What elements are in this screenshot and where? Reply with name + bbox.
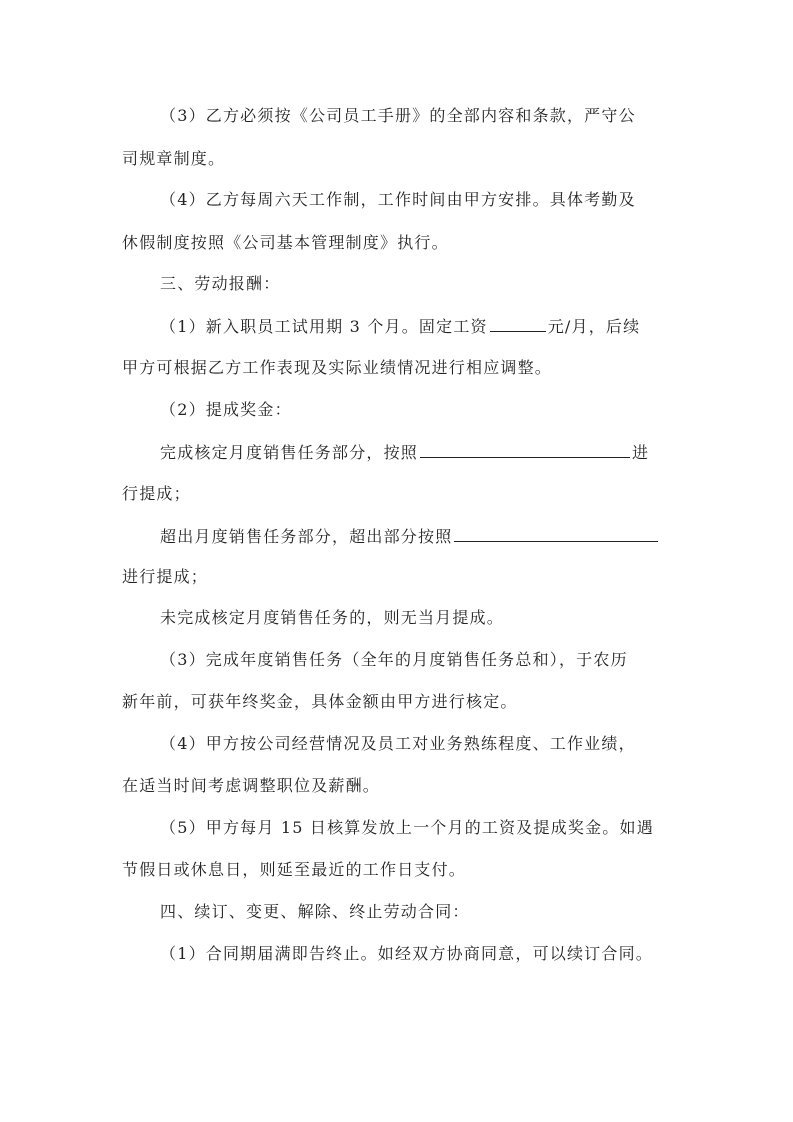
text-line: （2）提成奖金： [160, 400, 292, 419]
text-line: （4）乙方每周六天工作制，工作时间由甲方安排。具体考勤及 [160, 190, 636, 209]
text-line: 甲方可根据乙方工作表现及实际业绩情况进行相应调整。 [122, 358, 553, 377]
salary-unit: 元/月，后续 [547, 317, 641, 336]
text-line: 未完成核定月度销售任务的，则无当月提成。 [160, 608, 505, 627]
excess-line [160, 525, 660, 547]
text-line: 在适当时间考虑调整职位及薪酬。 [122, 776, 381, 795]
text-line: （1）合同期届满即告终止。如经双方协商同意，可以续订合同。 [160, 944, 653, 963]
salary-line [160, 315, 640, 337]
excess-text: 超出月度销售任务部分，超出部分按照 [160, 527, 453, 546]
text-line: （5）甲方每月 15 日核算发放上一个月的工资及提成奖金。如遇 [160, 818, 654, 837]
commission-blank [420, 441, 630, 458]
text-line: 新年前，可获年终奖金，具体金额由甲方进行核定。 [122, 692, 518, 711]
commission-tail: 进 [632, 443, 650, 462]
text-line: （4）甲方按公司经营情况及员工对业务熟练程度、工作业绩， [160, 734, 636, 753]
section-heading: 三、劳动报酬： [160, 274, 281, 293]
commission-line [160, 441, 649, 463]
salary-text: （1）新入职员工试用期 3 个月。固定工资 [160, 317, 488, 336]
text-line: 休假制度按照《公司基本管理制度》执行。 [122, 233, 449, 252]
text-line: 司规章制度。 [122, 149, 226, 168]
salary-blank [490, 315, 546, 332]
text-line: （3）乙方必须按《公司员工手册》的全部内容和条款，严守公 [160, 106, 636, 125]
text-line: 进行提成； [122, 567, 209, 586]
commission-text: 完成核定月度销售任务部分，按照 [160, 443, 419, 462]
excess-blank [454, 525, 658, 542]
text-line: （3）完成年度销售任务（全年的月度销售任务总和），于农历 [160, 650, 628, 669]
text-line: 节假日或休息日，则延至最近的工作日支付。 [122, 860, 467, 879]
text-line: 行提成； [122, 484, 191, 503]
section-heading: 四、续订、变更、解除、终止劳动合同： [160, 902, 470, 921]
